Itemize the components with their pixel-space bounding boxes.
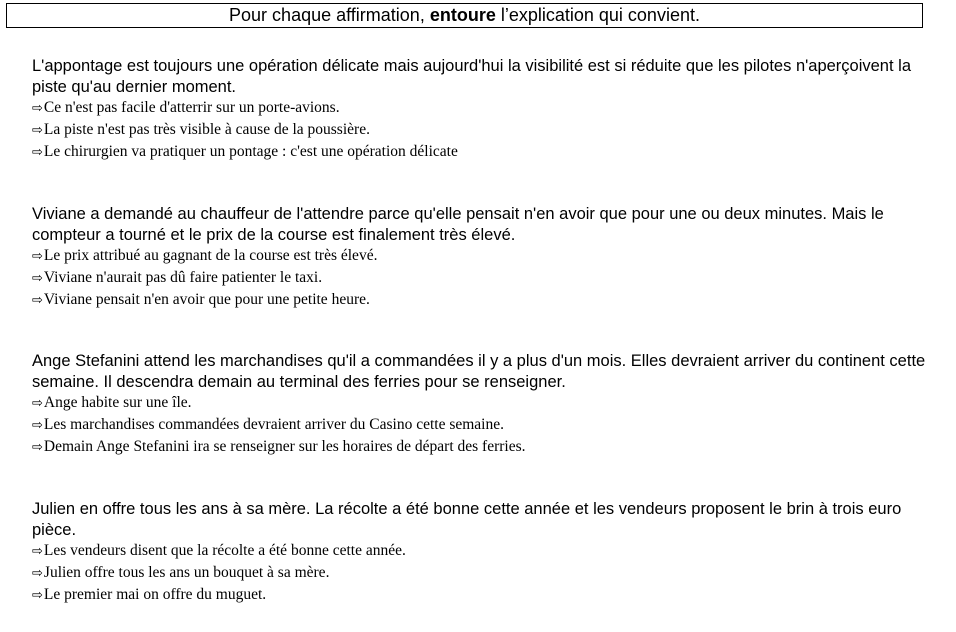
- exercise-2: [32, 204, 932, 311]
- option-list: [32, 392, 932, 458]
- option-3b[interactable]: [32, 414, 932, 436]
- exercise-statement: Ange Stefanini attend les marchandises qu'il a commandées il y a plus d'un mois. Elles devraient arriver du continent cette semaine. Il descendra demain au terminal des ferries pour se renseigner.: [32, 352, 926, 391]
- exercise-1: [32, 56, 932, 163]
- option-2a[interactable]: [32, 245, 932, 267]
- option-text: Le prix attribué au gagnant de la course est très élevé.: [43, 247, 378, 264]
- option-text: Ce n'est pas facile d'atterrir sur un porte-avions.: [43, 99, 340, 116]
- option-text: Ange habite sur une île.: [43, 394, 192, 411]
- option-3c[interactable]: [32, 436, 932, 458]
- arrow-right-icon: ⇨: [32, 293, 43, 308]
- option-1a[interactable]: [32, 97, 932, 119]
- instruction-keyword: entoure: [429, 5, 496, 25]
- option-text: Les marchandises commandées devraient arriver du Casino cette semaine.: [43, 416, 504, 433]
- arrow-right-icon: ⇨: [32, 249, 43, 264]
- option-3a[interactable]: [32, 392, 932, 414]
- arrow-right-icon: ⇨: [32, 418, 43, 433]
- option-4a[interactable]: [32, 540, 932, 562]
- option-2b[interactable]: [32, 267, 932, 289]
- arrow-right-icon: ⇨: [32, 271, 43, 286]
- option-list: [32, 540, 932, 606]
- option-list: [32, 245, 932, 311]
- option-4b[interactable]: [32, 562, 932, 584]
- option-text: Les vendeurs disent que la récolte a été bonne cette année.: [43, 542, 406, 559]
- option-1b[interactable]: [32, 119, 932, 141]
- arrow-right-icon: ⇨: [32, 544, 43, 559]
- option-text: Viviane pensait n'en avoir que pour une petite heure.: [43, 291, 370, 308]
- option-text: La piste n'est pas très visible à cause de la poussière.: [43, 121, 370, 138]
- exercise-statement: Viviane a demandé au chauffeur de l'attendre parce qu'elle pensait n'en avoir que pour une ou deux minutes. Mais le compteur a tourné et le prix de la course est finalement très élevé.: [32, 205, 884, 244]
- instruction-text-start: Pour chaque affirmation,: [229, 5, 430, 25]
- exercise-4: [32, 499, 932, 606]
- option-text: Le chirurgien va pratiquer un pontage : c'est une opération délicate: [43, 143, 458, 160]
- option-1c[interactable]: [32, 141, 932, 163]
- arrow-right-icon: ⇨: [32, 123, 43, 138]
- arrow-right-icon: ⇨: [32, 588, 43, 603]
- arrow-right-icon: ⇨: [32, 396, 43, 411]
- option-2c[interactable]: [32, 289, 932, 311]
- arrow-right-icon: ⇨: [32, 566, 43, 581]
- exercise-statement: Julien en offre tous les ans à sa mère. La récolte a été bonne cette année et les vendeurs proposent le brin à trois euro pièce.: [32, 500, 902, 539]
- option-text: Julien offre tous les ans un bouquet à sa mère.: [43, 564, 330, 581]
- option-text: Viviane n'aurait pas dû faire patienter le taxi.: [43, 269, 323, 286]
- exercise-3: [32, 351, 932, 458]
- arrow-right-icon: ⇨: [32, 145, 43, 160]
- instruction-text-end: l’explication qui convient.: [495, 5, 700, 25]
- instruction-header: [6, 3, 923, 28]
- option-text: Le premier mai on offre du muguet.: [43, 586, 267, 603]
- option-text: Demain Ange Stefanini ira se renseigner sur les horaires de départ des ferries.: [43, 438, 526, 455]
- option-4c[interactable]: [32, 584, 932, 606]
- arrow-right-icon: ⇨: [32, 101, 43, 116]
- option-list: [32, 97, 932, 163]
- arrow-right-icon: ⇨: [32, 440, 43, 455]
- exercise-statement: L'appontage est toujours une opération délicate mais aujourd'hui la visibilité est si réduite que les pilotes n'aperçoivent la piste qu'au dernier moment.: [32, 57, 911, 96]
